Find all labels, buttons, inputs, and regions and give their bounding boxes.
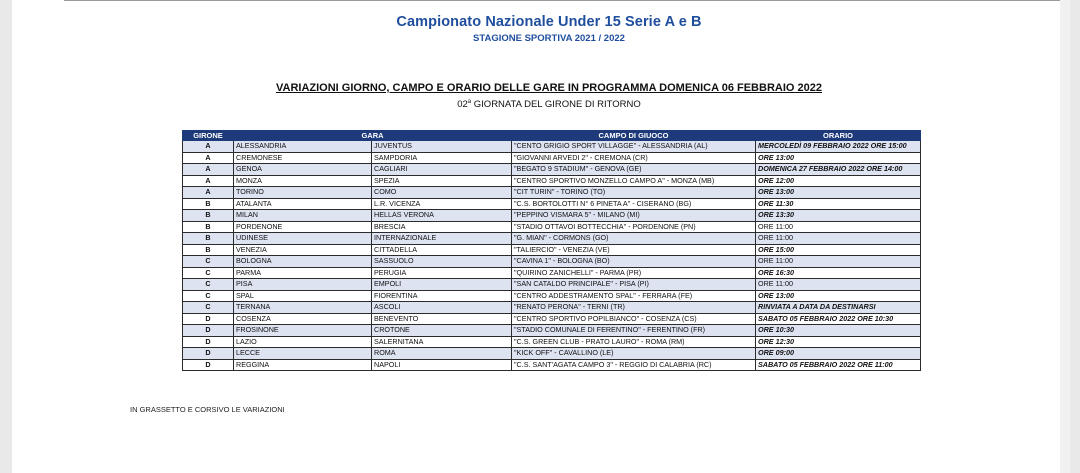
table-row [183, 256, 921, 268]
round-label: GIORNATA DEL GIRONE DI RITORNO [471, 99, 641, 111]
cell-home-team: ATALANTA [234, 198, 372, 210]
cell-orario: ORE 13:00 [756, 152, 921, 164]
cell-away-team: BRESCIA [372, 221, 512, 233]
cell-girone: C [183, 302, 234, 314]
cell-campo: "C.S. SANT'AGATA CAMPO 3" - REGGIO DI CALABRIA (RC) [512, 359, 756, 371]
cell-campo: "CENTO GRIGIO SPORT VILLAGGE" - ALESSANDRIA (AL) [512, 141, 756, 153]
cell-orario: RINVIATA A DATA DA DESTINARSI [756, 302, 921, 314]
round-number: 02 [457, 99, 468, 111]
header-girone: GIRONE [183, 131, 234, 141]
cell-away-team: FIORENTINA [372, 290, 512, 302]
cell-orario: ORE 13:00 [756, 187, 921, 199]
cell-campo: "RENATO PERONA" - TERNI (TR) [512, 302, 756, 314]
table-row [183, 244, 921, 256]
cell-away-team: BENEVENTO [372, 313, 512, 325]
table-row [183, 187, 921, 199]
cell-orario: ORE 11:30 [756, 198, 921, 210]
cell-girone: A [183, 164, 234, 176]
table-row [183, 313, 921, 325]
cell-away-team: NAPOLI [372, 359, 512, 371]
table-row [183, 336, 921, 348]
table-row [183, 152, 921, 164]
round-subheading [0, 99, 1080, 110]
cell-girone: B [183, 244, 234, 256]
cell-home-team: MILAN [234, 210, 372, 222]
cell-home-team: VENEZIA [234, 244, 372, 256]
top-divider [64, 0, 1064, 1]
cell-away-team: L.R. VICENZA [372, 198, 512, 210]
cell-away-team: ROMA [372, 348, 512, 360]
table-row [183, 348, 921, 360]
cell-campo: "G. MIAN" - CORMONS (GO) [512, 233, 756, 245]
table-row [183, 359, 921, 371]
cell-orario: ORE 11:00 [756, 221, 921, 233]
cell-away-team: COMO [372, 187, 512, 199]
cell-away-team: CROTONE [372, 325, 512, 337]
cell-away-team: EMPOLI [372, 279, 512, 291]
cell-orario: ORE 09:00 [756, 348, 921, 360]
cell-campo: "CENTRO SPORTIVO POPILBIANCO" - COSENZA (CS) [512, 313, 756, 325]
cell-home-team: FROSINONE [234, 325, 372, 337]
cell-campo: "GIOVANNI ARVEDI 2" - CREMONA (CR) [512, 152, 756, 164]
cell-orario: ORE 16:30 [756, 267, 921, 279]
table-row [183, 164, 921, 176]
cell-away-team: CITTADELLA [372, 244, 512, 256]
cell-orario: ORE 12:30 [756, 336, 921, 348]
cell-orario: ORE 12:00 [756, 175, 921, 187]
championship-title: Campionato Nazionale Under 15 Serie A e B [396, 14, 702, 30]
cell-campo: "CAVINA 1" - BOLOGNA (BO) [512, 256, 756, 268]
table-row [183, 198, 921, 210]
cell-away-team: SASSUOLO [372, 256, 512, 268]
cell-orario: ORE 11:00 [756, 233, 921, 245]
cell-campo: "BEGATO 9 STADIUM" - GENOVA (GE) [512, 164, 756, 176]
cell-away-team: CAGLIARI [372, 164, 512, 176]
round-ordinal: a [467, 99, 472, 105]
cell-girone: B [183, 221, 234, 233]
variations-heading: VARIAZIONI GIORNO, CAMPO E ORARIO DELLE GARE IN PROGRAMMA DOMENICA 06 FEBBRAIO 2022 [276, 82, 822, 94]
cell-home-team: PISA [234, 279, 372, 291]
table-row [183, 302, 921, 314]
cell-girone: A [183, 152, 234, 164]
cell-home-team: CREMONESE [234, 152, 372, 164]
cell-girone: C [183, 290, 234, 302]
cell-girone: D [183, 359, 234, 371]
cell-home-team: PARMA [234, 267, 372, 279]
cell-girone: D [183, 313, 234, 325]
table-row [183, 325, 921, 337]
header-orario: ORARIO [756, 131, 921, 141]
cell-home-team: ALESSANDRIA [234, 141, 372, 153]
table-row [183, 221, 921, 233]
cell-girone: B [183, 233, 234, 245]
cell-orario: ORE 13:30 [756, 210, 921, 222]
cell-home-team: LAZIO [234, 336, 372, 348]
table-row [183, 175, 921, 187]
cell-campo: "CIT TURIN" - TORINO (TO) [512, 187, 756, 199]
cell-orario: SABATO 05 FEBBRAIO 2022 ORE 11:00 [756, 359, 921, 371]
schedule-table [182, 130, 921, 371]
cell-orario: ORE 15:00 [756, 244, 921, 256]
table-header-row [183, 131, 921, 141]
cell-away-team: JUVENTUS [372, 141, 512, 153]
cell-girone: A [183, 141, 234, 153]
cell-away-team: ASCOLI [372, 302, 512, 314]
cell-home-team: TORINO [234, 187, 372, 199]
cell-home-team: UDINESE [234, 233, 372, 245]
cell-home-team: LECCE [234, 348, 372, 360]
table-row [183, 290, 921, 302]
cell-home-team: TERNANA [234, 302, 372, 314]
cell-campo: "TALIERCIO" - VENEZIA (VE) [512, 244, 756, 256]
cell-away-team: SAMPDORIA [372, 152, 512, 164]
cell-girone: D [183, 325, 234, 337]
footnote: IN GRASSETTO E CORSIVO LE VARIAZIONI [130, 405, 285, 414]
cell-girone: D [183, 336, 234, 348]
cell-away-team: SPEZIA [372, 175, 512, 187]
cell-campo: "STADIO COMUNALE DI FERENTINO" - FERENTINO (FR) [512, 325, 756, 337]
cell-campo: "SAN CATALDO PRINCIPALE" - PISA (PI) [512, 279, 756, 291]
cell-girone: B [183, 210, 234, 222]
cell-orario: SABATO 05 FEBBRAIO 2022 ORE 10:30 [756, 313, 921, 325]
cell-girone: C [183, 256, 234, 268]
cell-girone: A [183, 175, 234, 187]
cell-orario: ORE 11:00 [756, 279, 921, 291]
cell-home-team: BOLOGNA [234, 256, 372, 268]
table-row [183, 233, 921, 245]
cell-away-team: INTERNAZIONALE [372, 233, 512, 245]
cell-girone: C [183, 279, 234, 291]
table-row [183, 279, 921, 291]
cell-campo: "CENTRO ADDESTRAMENTO SPAL" - FERRARA (FE) [512, 290, 756, 302]
cell-home-team: GENOA [234, 164, 372, 176]
cell-girone: D [183, 348, 234, 360]
cell-campo: "CENTRO SPORTIVO MONZELLO CAMPO A" - MONZA (MB) [512, 175, 756, 187]
cell-away-team: SALERNITANA [372, 336, 512, 348]
cell-orario: DOMENICA 27 FEBBRAIO 2022 ORE 14:00 [756, 164, 921, 176]
cell-girone: C [183, 267, 234, 279]
cell-home-team: REGGINA [234, 359, 372, 371]
table-row [183, 267, 921, 279]
cell-girone: B [183, 198, 234, 210]
cell-campo: "C.S. BORTOLOTTI N° 6 PINETA A" - CISERANO (BG) [512, 198, 756, 210]
season-subtitle: STAGIONE SPORTIVA 2021 / 2022 [473, 33, 625, 44]
table-row [183, 210, 921, 222]
cell-home-team: COSENZA [234, 313, 372, 325]
cell-orario: ORE 10:30 [756, 325, 921, 337]
cell-campo: "C.S. GREEN CLUB - PRATO LAURO" - ROMA (RM) [512, 336, 756, 348]
cell-away-team: PERUGIA [372, 267, 512, 279]
table-row [183, 141, 921, 153]
cell-home-team: PORDENONE [234, 221, 372, 233]
header-gara: GARA [234, 131, 512, 141]
cell-girone: A [183, 187, 234, 199]
cell-away-team: HELLAS VERONA [372, 210, 512, 222]
cell-orario: ORE 11:00 [756, 256, 921, 268]
cell-orario: ORE 13:00 [756, 290, 921, 302]
cell-home-team: SPAL [234, 290, 372, 302]
cell-campo: "STADIO OTTAVOI BOTTECCHIA" - PORDENONE (PN) [512, 221, 756, 233]
cell-orario: MERCOLEDÌ 09 FEBBRAIO 2022 ORE 15:00 [756, 141, 921, 153]
cell-campo: "PEPPINO VISMARA 5" - MILANO (MI) [512, 210, 756, 222]
cell-campo: "QUIRINO ZANICHELLI" - PARMA (PR) [512, 267, 756, 279]
header-campo: CAMPO DI GIUOCO [512, 131, 756, 141]
cell-campo: "KICK OFF" - CAVALLINO (LE) [512, 348, 756, 360]
page-edge-shade [1060, 0, 1070, 473]
cell-home-team: MONZA [234, 175, 372, 187]
